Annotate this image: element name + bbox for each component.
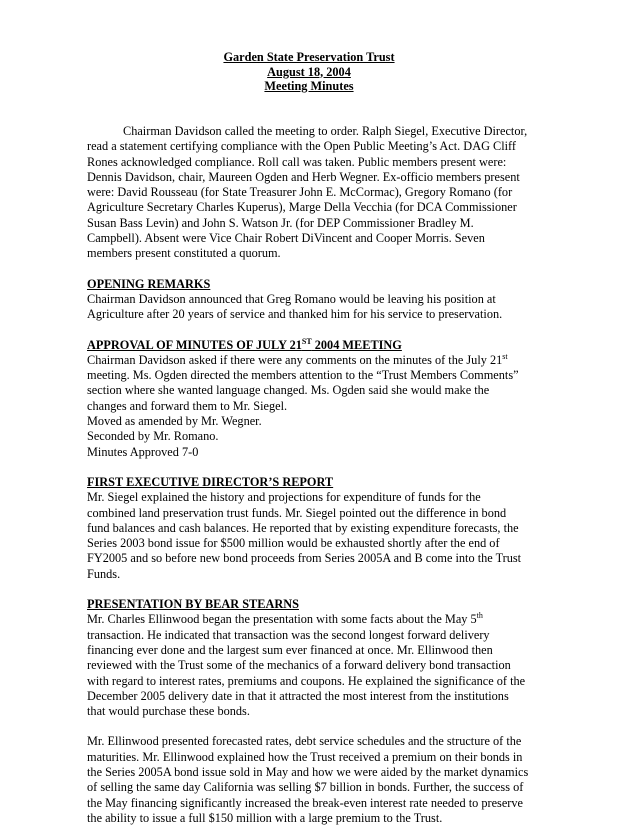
approval-seconded: Seconded by Mr. Romano. xyxy=(87,429,219,444)
document-header xyxy=(0,50,618,94)
opening-remarks-text: Chairman Davidson announced that Greg Romano would be leaving his position at Agriculture after 20 years of service and thanked him for his service to preservation. xyxy=(87,291,503,322)
director-report-text: Mr. Siegel explained the history and projections for expenditure of funds for the combined land preservation trust funds. Mr. Siegel pointed out the difference in bond fund balances and cash balances. He reported that by existing expenditure forecasts, the Series 2003 bond issue for $500 million would be exhausted shortly after the end of FY2005 and so before new bond proceeds from Series 2005A and B come into the Trust Funds. xyxy=(87,490,522,581)
presentation-text-2: Mr. Ellinwood presented forecasted rates, debt service schedules and the structure of the maturities. Mr. Ellinwood explained how the Trust received a premium on their bonds in the Series 2005A bond issue sold in May and how we were aided by the market dynamics of selling the same day California was selling $7 billion in bonds. Further, the success of the May financing significantly increased the break-even interest rate needed to preserve the ability to issue a full $150 million with a large premium to the Trust. xyxy=(87,734,529,825)
meeting-date: August 18, 2004 xyxy=(267,64,351,79)
org-title: Garden State Preservation Trust xyxy=(223,50,395,64)
document-type: Meeting Minutes xyxy=(264,79,354,93)
presentation-text-1: Mr. Charles Ellinwood began the presentation with some facts about the May 5th transaction. He indicated that transaction was the second longest forward delivery financing ever done and the largest sum ever financed at once. Mr. Ellinwood then reviewed with the Trust some of the mechanics of a forward delivery bond transaction with regard to interest rates, premiums and coupons. He explained the significance of the December 2005 delivery date in that it attracted the most interest from the institutions that would purchase these bonds. xyxy=(87,611,526,719)
document-body xyxy=(87,124,530,826)
approval-result: Minutes Approved 7-0 xyxy=(87,444,199,459)
intro-paragraph: Chairman Davidson called the meeting to order. Ralph Siegel, Executive Director, read a statement certifying compliance with the Open Public Meeting’s Act. DAG Cliff Rones acknowledged compliance. Roll call was taken. Public members present were: Dennis Davidson, chair, Maureen Ogden and Herb Wegner. Ex-officio members present were: David Rousseau (for State Treasurer John E. McCormac), Gregory Romano (for Agriculture Secretary Charles Kuperus), Marge Della Vecchia (for DCA Commissioner Susan Bass Levin) and John S. Watson Jr. (for DEP Commissioner Bradley M. Campbell). Absent were Vice Chair Robert DiVincent and Cooper Morris. Seven members present constituted a quorum. xyxy=(87,124,528,261)
director-report-heading: FIRST EXECUTIVE DIRECTOR’S REPORT xyxy=(87,474,334,489)
opening-remarks-heading: OPENING REMARKS xyxy=(87,276,211,291)
approval-moved: Moved as amended by Mr. Wegner. xyxy=(87,414,262,429)
presentation-heading: PRESENTATION BY BEAR STEARNS xyxy=(87,597,299,612)
approval-heading: APPROVAL OF MINUTES OF JULY 21ST 2004 MEETING xyxy=(87,336,402,352)
approval-text: Chairman Davidson asked if there were any comments on the minutes of the July 21st meeting. Ms. Ogden directed the members attention to the “Trust Members Comments” section where she wanted language changed. Ms. Ogden said she would make the changes and forward them to Mr. Siegel. xyxy=(87,351,519,413)
